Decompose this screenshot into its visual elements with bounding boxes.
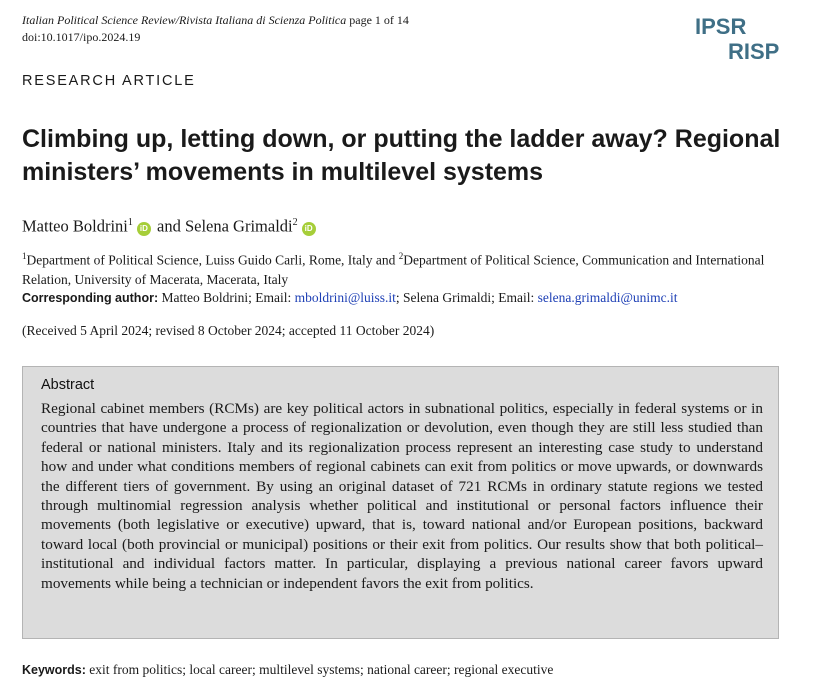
affil-text: Department of Political Science, Luiss Guido Carli, Rome, Italy and [26, 252, 399, 268]
article-type: RESEARCH ARTICLE [22, 73, 196, 89]
abstract-text: Regional cabinet members (RCMs) are key political actors in subnational politics, especially in federal systems or in countries that have undergone a process of regionalization or devolution, even though they are still less studied than federal or national ministers. Italy and its regionalization process represent an interesting case study to understand how and under what conditions members of regional cabinets can exit from politics or move upwards, or downwards the different tiers of government. By using an original dataset of 721 RCMs in ordinary statute regions we tested through multinomial regression analysis whether political and institutional or personal factors influence their movements (both legislative or executive) upward, that is, toward national and/or European positions, backward toward local (both provincial or municipal) positions or their exit from politics. Our results show that both political–institutional and individual factors matter. In particular, displaying a previous national career favors upward movements while being a technician or independent favors the exit from politics. [41, 400, 763, 592]
journal-logo [688, 12, 780, 64]
affil-text: Department of Political Science, Communication and International Relation, University of Macerata, Macerata, Italy [22, 252, 765, 287]
orcid-icon[interactable]: iD [302, 222, 316, 236]
doi: doi:10.1017/ipo.2024.19 [22, 30, 141, 44]
keywords-label: Keywords: [22, 663, 86, 677]
logo-top-text: IPSR [695, 14, 747, 39]
corresponding-name: Matteo Boldrini; Email: [161, 290, 292, 305]
corresponding-label: Corresponding author: [22, 291, 159, 305]
journal-name: Italian Political Science Review/Rivista Italiana di Scienza Politica [22, 13, 347, 27]
abstract-box [22, 366, 779, 639]
affil-marker: 1 [22, 251, 27, 261]
page-info: page 1 of 14 [349, 13, 409, 27]
orcid-icon[interactable]: iD [137, 222, 151, 236]
author-affil-marker: 1 [127, 217, 133, 228]
article-title: Climbing up, letting down, or putting the ladder away? Regional ministers’ movements in multilevel systems [22, 125, 781, 186]
corresponding-name: ; Selena Grimaldi; Email: [395, 290, 535, 305]
corresponding-author [22, 288, 678, 308]
journal-header [22, 12, 409, 29]
email-link[interactable]: mboldrini@luiss.it [294, 290, 396, 305]
email-link[interactable]: selena.grimaldi@unimc.it [537, 290, 678, 305]
logo-bottom-text: RISP [728, 39, 780, 64]
author-list [22, 212, 318, 238]
author-connector: and [157, 216, 181, 236]
author-affil-marker: 2 [292, 217, 298, 228]
keywords [22, 660, 553, 680]
affil-marker: 2 [398, 251, 404, 261]
received-dates: (Received 5 April 2024; revised 8 October 2024; accepted 11 October 2024) [22, 323, 435, 338]
affiliations [22, 247, 767, 289]
abstract-heading: Abstract [41, 377, 95, 393]
author-name[interactable]: Matteo Boldrini [22, 216, 128, 236]
keywords-text: exit from politics; local career; multilevel systems; national career; regional executive [89, 662, 554, 677]
author-name[interactable]: Selena Grimaldi [184, 216, 293, 236]
